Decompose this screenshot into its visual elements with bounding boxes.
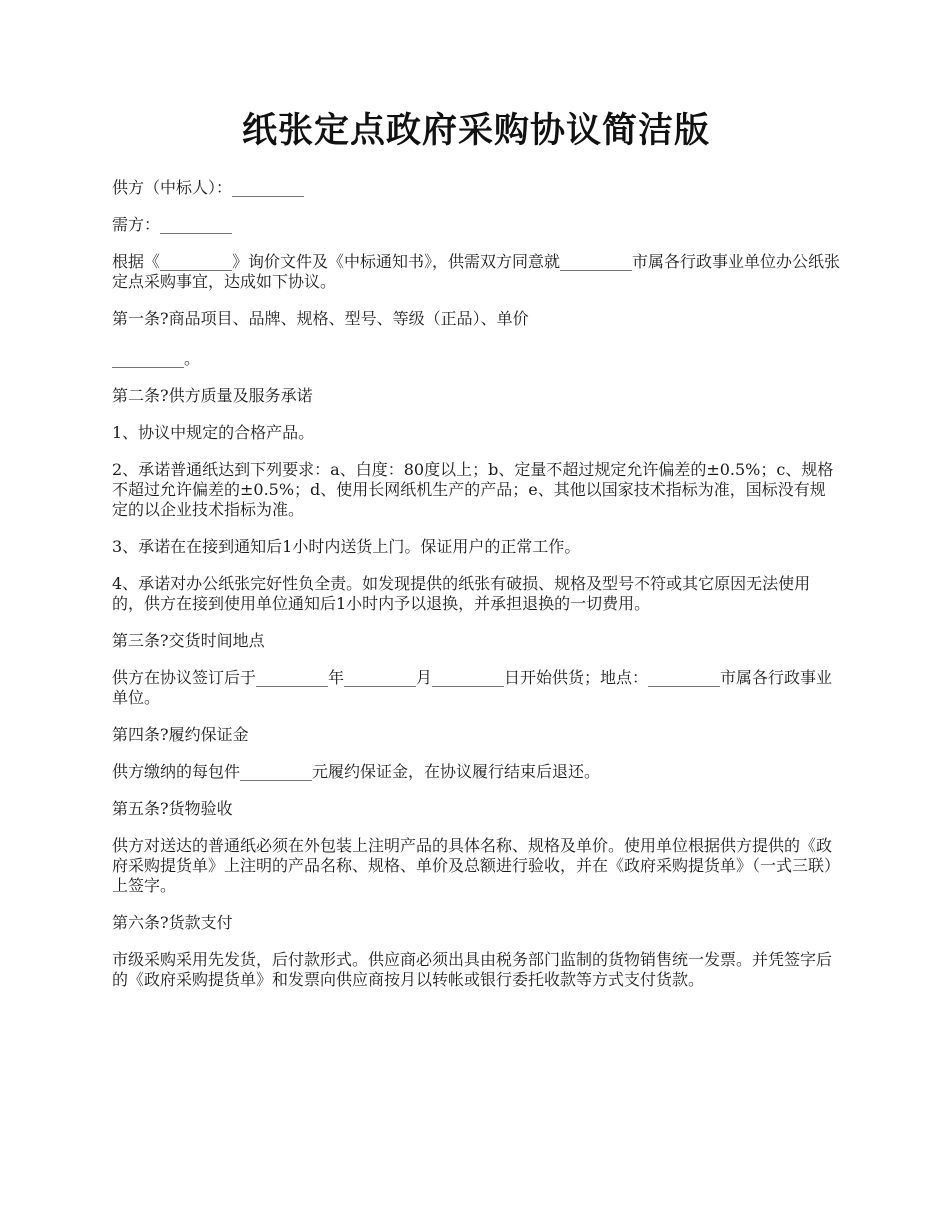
article-2-item-1: 1、协议中规定的合格产品。 (112, 423, 315, 442)
article-5-body: 供方对送达的普通纸必须在外包装上注明产品的具体名称、规格及单价。使用单位根据供方提供的《政府采购提货单》上注明的产品名称、规格、单价及总额进行验收，并在《政府采购提货单》（一式三联）上签字。 (112, 836, 841, 895)
preamble-paragraph: 根据《_________》询价文件及《中标通知书》，供需双方同意就_________市属各行政事业单位办公纸张定点采购事宜，达成如下协议。 (112, 252, 841, 291)
article-6-body: 市级采购采用先发货，后付款形式。供应商必须出具由税务部门监制的货物销售统一发票。并凭签字后的《政府采购提货单》和发票向供应商按月以转帐或银行委托收款等方式支付货款。 (112, 950, 833, 989)
buyer-line: 需方：_________ (112, 215, 233, 234)
article-4-heading: 第四条?履约保证金 (112, 725, 249, 744)
article-1-blank: _________。 (112, 349, 201, 368)
document-title: 纸张定点政府采购协议简洁版 (241, 110, 710, 151)
document-page (112, 110, 840, 1007)
supplier-line: 供方（中标人）：_________ (112, 178, 305, 197)
article-6-heading: 第六条?货款支付 (112, 913, 233, 932)
article-3-heading: 第三条?交货时间地点 (112, 631, 265, 650)
article-2-heading: 第二条?供方质量及服务承诺 (112, 386, 313, 405)
article-2-item-3: 3、承诺在在接到通知后1小时内送货上门。保证用户的正常工作。 (112, 537, 581, 556)
article-2-item-2: 2、承诺普通纸达到下列要求：a、白度：80度以上；b、定量不超过规定允许偏差的±0.5%；c、规格不超过允许偏差的±0.5%；d、使用长网纸机生产的产品；e、其他以国家技术指标为准，国标没有规定的以企业技术指标为准。 (112, 460, 834, 519)
article-3-body: 供方在协议签订后于_________年_________月_________日开始供货；地点：_________市属各行政事业单位。 (112, 668, 833, 707)
article-5-heading: 第五条?货物验收 (112, 799, 233, 818)
article-2-item-4: 4、承诺对办公纸张完好性负全责。如发现提供的纸张有破损、规格及型号不符或其它原因无法使用的，供方在接到使用单位通知后1小时内予以退换，并承担退换的一切费用。 (112, 574, 811, 613)
article-4-body: 供方缴纳的每包件_________元履约保证金，在协议履行结束后退还。 (112, 762, 601, 781)
article-1-heading: 第一条?商品项目、品牌、规格、型号、等级（正品）、单价 (112, 309, 529, 328)
